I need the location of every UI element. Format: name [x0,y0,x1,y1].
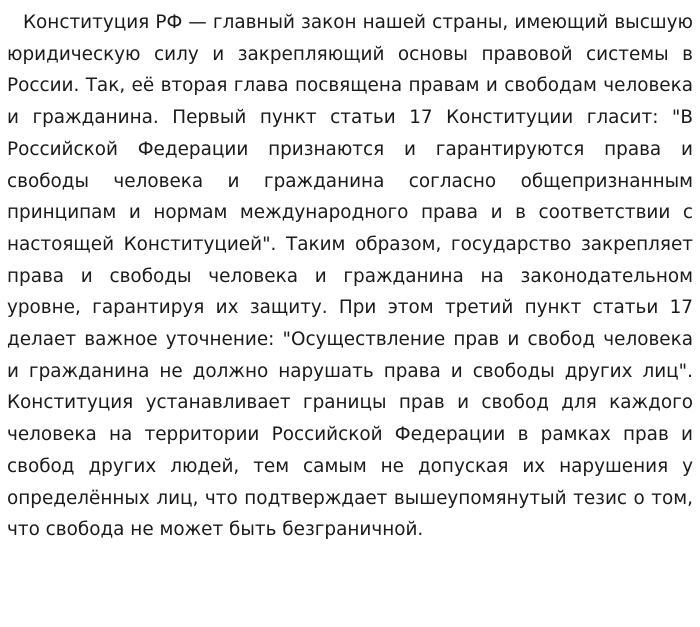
essay-paragraph: Конституция РФ — главный закон нашей страны, имеющий высшую юридическую силу и закрепляющий основы правовой системы в России. Так, её вторая глава посвящена правам и свободам человека и гражданина. Первый пункт статьи 17 Конституции гласит: "В Российской Федерации признаются и гарантируются права и свободы человека и гражданина согласно общепризнанным принципам и нормам международного права и в соответствии с настоящей Конституцией". Таким образом, государство закрепляет права и свободы человека и гражданина на законодательном уровне, гарантируя их защиту. При этом третий пункт статьи 17 делает важное уточнение: "Осуществление прав и свобод человека и гражданина не должно нарушать права и свободы других лиц". Конституция устанавливает границы прав и свобод для каждого человека на территории Российской Федерации в рамках прав и свобод других людей, тем самым не допуская их нарушения у определённых лиц, что подтверждает вышеупомянутый тезис о том, что свобода не может быть безграничной. [7,12,693,541]
